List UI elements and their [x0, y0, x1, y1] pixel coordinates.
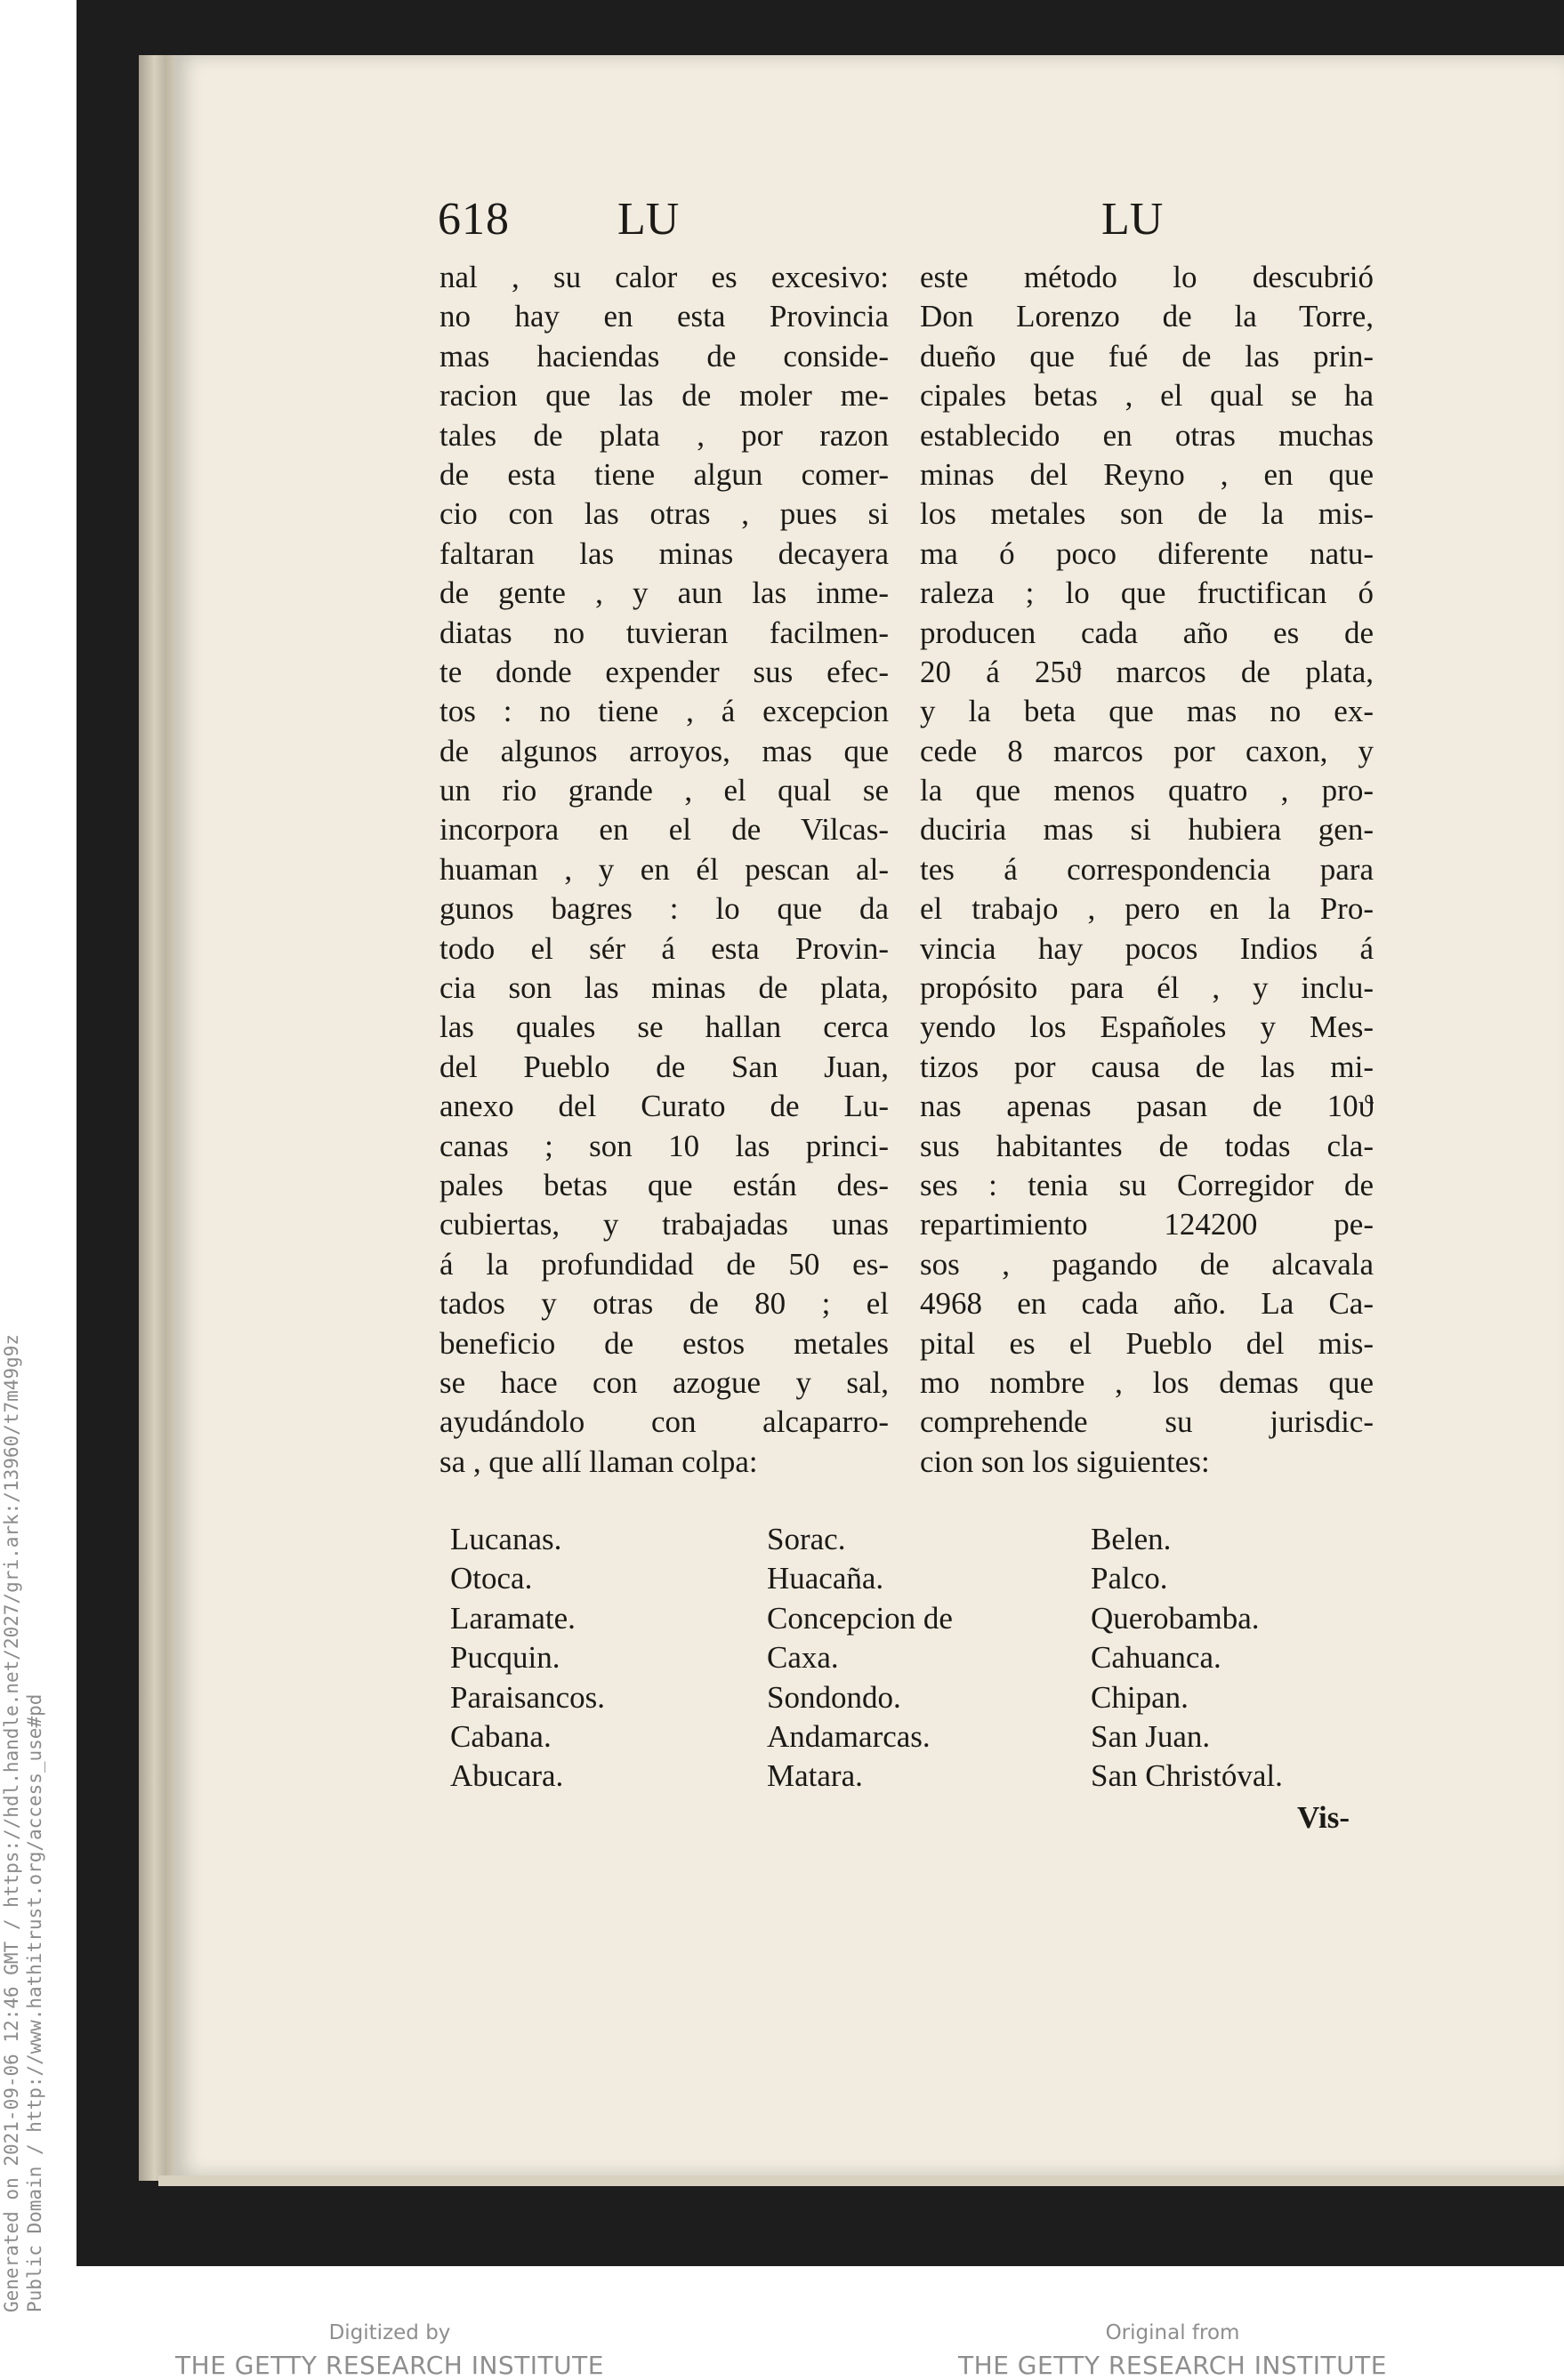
text-line: incorpora en el de Vilcas- — [439, 812, 889, 848]
text-line: diatas no tuvieran facilmen- — [439, 615, 889, 650]
footer-original-from: Original from — [1105, 2321, 1240, 2344]
text-line: sa , que allí llaman colpa: — [439, 1443, 758, 1479]
place-name: Lucanas. — [450, 1522, 562, 1556]
place-name: Concepcion de — [767, 1600, 953, 1636]
text-line: nas apenas pasan de 10ϑ — [920, 1089, 1374, 1124]
place-name: Paraisancos. — [450, 1679, 605, 1715]
text-line: se hace con azogue y sal, — [439, 1364, 889, 1400]
right-text-column — [920, 258, 1374, 1482]
place-list-column-1 — [450, 1520, 605, 1797]
text-line: á la profundidad de 50 es- — [439, 1246, 889, 1282]
text-line: yendo los Españoles y Mes- — [920, 1009, 1374, 1045]
place-name: Matara. — [767, 1758, 863, 1794]
text-line: establecido en otras muchas — [920, 417, 1374, 453]
text-line: no hay en esta Provincia — [439, 299, 889, 334]
text-line: cede 8 marcos por caxon, y — [920, 733, 1374, 768]
text-line: gunos bagres : lo que da — [439, 891, 889, 927]
place-name: Palco. — [1091, 1561, 1168, 1596]
text-line: minas del Reyno , en que — [920, 456, 1374, 492]
text-line: cubiertas, y trabajadas unas — [439, 1207, 889, 1242]
text-line: mas haciendas de conside- — [439, 338, 889, 374]
text-line: 4968 en cada año. La Ca- — [920, 1286, 1374, 1322]
text-line: las quales se hallan cerca — [439, 1009, 889, 1045]
text-line: pales betas que están des- — [439, 1167, 889, 1202]
text-line: huaman , y en él pescan al- — [439, 851, 889, 887]
page-bottom-edge — [158, 2175, 1564, 2186]
left-text-column — [439, 258, 889, 1482]
text-line: raleza ; lo que fructifican ó — [920, 575, 1374, 611]
place-name: Caxa. — [767, 1640, 839, 1676]
text-line: te donde expender sus efec- — [439, 654, 889, 689]
running-head-right: LU — [1101, 194, 1164, 245]
text-line: la que menos quatro , pro- — [920, 773, 1374, 808]
place-name: Chipan. — [1091, 1679, 1189, 1715]
text-line: sus habitantes de todas cla- — [920, 1128, 1374, 1163]
footer-digitizer-name: THE GETTY RESEARCH INSTITUTE — [175, 2351, 604, 2380]
text-line: beneficio de estos metales — [439, 1325, 889, 1361]
place-name: Querobamba. — [1091, 1600, 1260, 1636]
text-line: sos , pagando de alcavala — [920, 1246, 1374, 1282]
text-line: tizos por causa de las mi- — [920, 1049, 1374, 1084]
text-line: vincia hay pocos Indios á — [920, 930, 1374, 966]
place-name: San Juan. — [1091, 1718, 1211, 1754]
place-name: Cabana. — [450, 1718, 552, 1754]
text-line: tos : no tiene , á excepcion — [439, 694, 889, 729]
text-line: canas ; son 10 las princi- — [439, 1128, 889, 1163]
text-line: de algunos arroyos, mas que — [439, 733, 889, 768]
page-number: 618 — [438, 194, 510, 245]
text-line: tados y otras de 80 ; el — [439, 1286, 889, 1322]
text-line: repartimiento 124200 pe- — [920, 1207, 1374, 1242]
place-name: Pucquin. — [450, 1640, 560, 1676]
text-line: 20 á 25ϑ marcos de plata, — [920, 654, 1374, 689]
place-name: Huacaña. — [767, 1561, 884, 1596]
text-line: cion son los siguientes: — [920, 1443, 1210, 1479]
text-line: pital es el Pueblo del mis- — [920, 1325, 1374, 1361]
text-line: los metales son de la mis- — [920, 496, 1374, 532]
text-line: un rio grande , el qual se — [439, 773, 889, 808]
watermark-line-2: Public Domain / http://www.hathitrust.org/access_use#pd — [24, 1693, 45, 2312]
place-name: Belen. — [1091, 1522, 1172, 1556]
text-line: cio con las otras , pues si — [439, 496, 889, 532]
text-line: tales de plata , por razon — [439, 417, 889, 453]
place-name: Laramate. — [450, 1600, 576, 1636]
text-line: ses : tenia su Corregidor de — [920, 1167, 1374, 1202]
footer-original-name: THE GETTY RESEARCH INSTITUTE — [958, 2351, 1387, 2380]
text-line: y la beta que mas no ex- — [920, 694, 1374, 729]
text-line: el trabajo , pero en la Pro- — [920, 891, 1374, 927]
footer-digitized-by: Digitized by — [328, 2321, 451, 2344]
place-name: Sondondo. — [767, 1679, 901, 1715]
text-line: ayudándolo con alcaparro- — [439, 1404, 889, 1440]
text-line: producen cada año es de — [920, 615, 1374, 650]
text-line: de gente , y aun las inme- — [439, 575, 889, 611]
place-list-column-2 — [767, 1520, 953, 1797]
text-line: faltaran las minas decayera — [439, 535, 889, 571]
text-line: todo el sér á esta Provin- — [439, 930, 889, 966]
text-line: propósito para él , y inclu- — [920, 970, 1374, 1006]
text-line: ma ó poco diferente natu- — [920, 535, 1374, 571]
text-line: tes á correspondencia para — [920, 851, 1374, 887]
place-name: Andamarcas. — [767, 1718, 931, 1754]
text-line: de esta tiene algun comer- — [439, 456, 889, 492]
text-line: Don Lorenzo de la Torre, — [920, 299, 1374, 334]
place-name: Sorac. — [767, 1522, 846, 1556]
text-line: duciria mas si hubiera gen- — [920, 812, 1374, 848]
text-line: nal , su calor es excesivo: — [439, 260, 889, 294]
text-line: dueño que fué de las prin- — [920, 338, 1374, 374]
text-line: del Pueblo de San Juan, — [439, 1049, 889, 1084]
watermark-line-1: Generated on 2021-09-06 12:46 GMT / https://hdl.handle.net/2027/gri.ark:/13960/t7m49g9z — [1, 1334, 22, 2312]
catchword: Vis- — [1297, 1800, 1350, 1835]
text-line: cia son las minas de plata, — [439, 970, 889, 1006]
text-line: mo nombre , los demas que — [920, 1364, 1374, 1400]
place-name: Abucara. — [450, 1758, 564, 1794]
running-head-left: LU — [617, 194, 680, 245]
place-name: San Christóval. — [1091, 1758, 1283, 1794]
text-line: comprehende su jurisdic- — [920, 1404, 1374, 1440]
text-line: anexo del Curato de Lu- — [439, 1089, 889, 1124]
text-line: cipales betas , el qual se ha — [920, 378, 1374, 414]
text-line: este método lo descubrió — [920, 260, 1374, 294]
text-line: racion que las de moler me- — [439, 378, 889, 414]
place-name: Cahuanca. — [1091, 1640, 1221, 1676]
place-list-column-3 — [1091, 1520, 1283, 1797]
hathitrust-watermark — [0, 1334, 46, 2312]
place-name: Otoca. — [450, 1561, 533, 1596]
